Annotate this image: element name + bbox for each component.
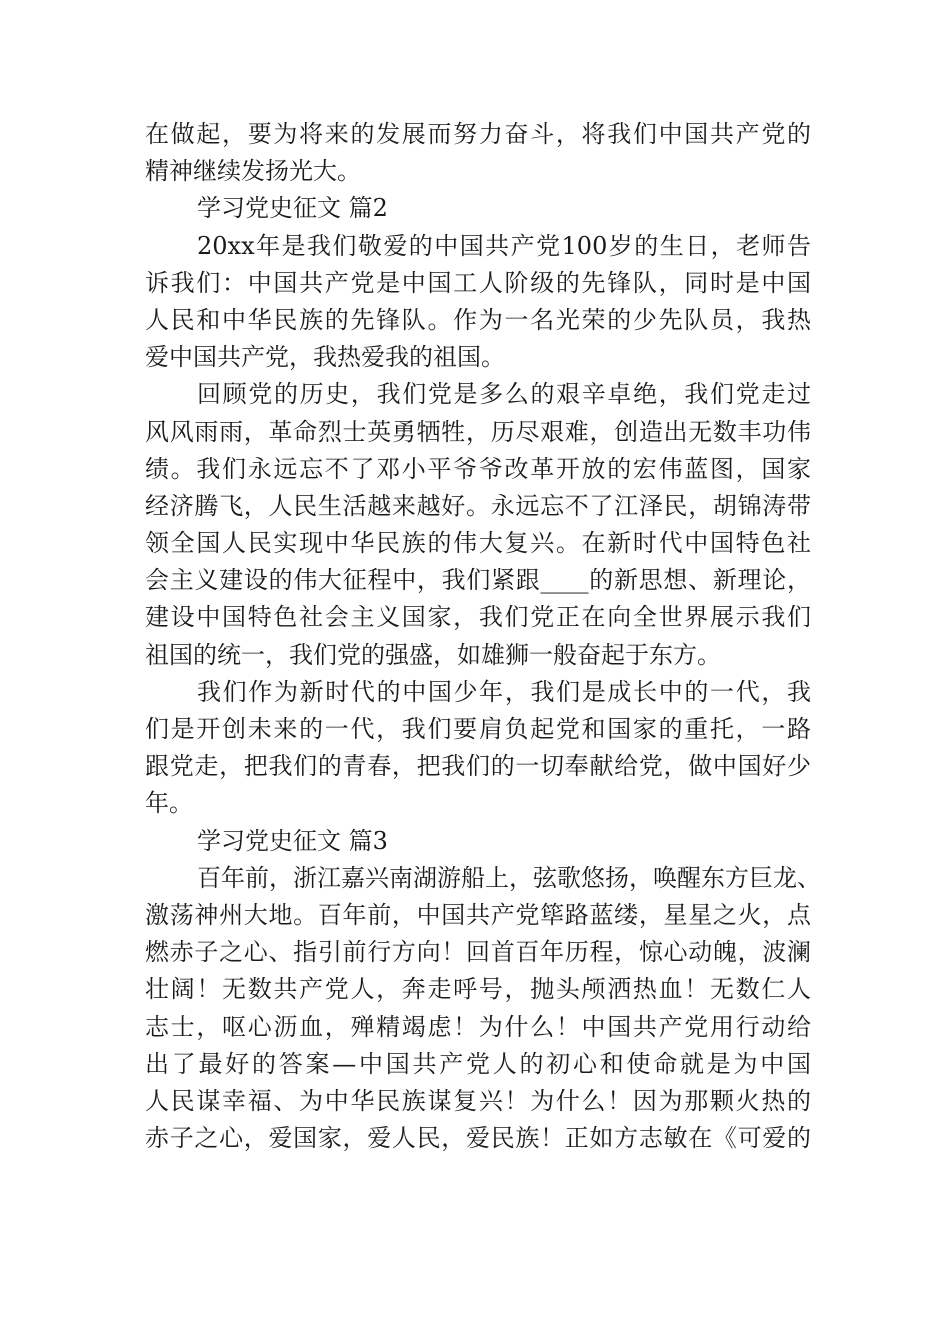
paragraph-line: 激荡神州大地。百年前，中国共产党筚路蓝缕，星星之火，点: [145, 900, 811, 929]
paragraph-line: 建设中国特色社会主义国家，我们党正在向全世界展示我们: [145, 603, 811, 632]
paragraph-line: 我们作为新时代的中国少年，我们是成长中的一代，我: [197, 677, 811, 706]
paragraph-line: 人民和中华民族的先锋队。作为一名光荣的少先队员，我热: [145, 305, 811, 334]
paragraph-line: 跟党走，把我们的青春，把我们的一切奉献给党，做中国好少: [145, 752, 811, 781]
paragraph-line: 百年前，浙江嘉兴南湖游船上，弦歌悠扬，唤醒东方巨龙、: [197, 863, 821, 892]
paragraph-line: 精神继续发扬光大。: [145, 157, 361, 186]
paragraph-line: 领全国人民实现中华民族的伟大复兴。在新时代中国特色社: [145, 529, 811, 558]
paragraph-line: 人民谋幸福、为中华民族谋复兴！为什么！因为那颗火热的: [145, 1086, 811, 1115]
paragraph-line: 赤子之心，爱国家，爱人民，爱民族！正如方志敏在《可爱的: [145, 1124, 811, 1153]
paragraph-line: 诉我们：中国共产党是中国工人阶级的先锋队，同时是中国: [145, 268, 811, 297]
paragraph-line: 在做起，要为将来的发展而努力奋斗，将我们中国共产党的: [145, 120, 811, 148]
paragraph-line: 会主义建设的伟大征程中，我们紧跟____的新思想、新理论，: [145, 566, 811, 595]
paragraph-line: 绩。我们永远忘不了邓小平爷爷改革开放的宏伟蓝图，国家: [145, 454, 811, 483]
paragraph-line: 20xx年是我们敬爱的中国共产党100岁的生日，老师告: [197, 231, 811, 260]
paragraph-line: 风风雨雨，革命烈士英勇牺牲，历尽艰难，创造出无数丰功伟: [145, 417, 811, 446]
section-heading: 学习党史征文 篇3: [197, 826, 388, 855]
paragraph-line: 经济腾飞，人民生活越来越好。永远忘不了江泽民，胡锦涛带: [145, 491, 811, 520]
paragraph-line: 燃赤子之心、指引前行方向！回首百年历程，惊心动魄，波澜: [145, 938, 811, 967]
paragraph-line: 年。: [145, 789, 193, 818]
paragraph-line: 壮阔！无数共产党人，奔走呼号，抛头颅洒热血！无数仁人: [145, 975, 811, 1004]
document-body: [145, 116, 821, 1157]
paragraph-line: 们是开创未来的一代，我们要肩负起党和国家的重托，一路: [145, 715, 811, 743]
section-heading: 学习党史征文 篇2: [197, 194, 388, 223]
paragraph-line: 志士，呕心沥血，殚精竭虑！为什么！中国共产党用行动给: [145, 1012, 811, 1041]
paragraph-line: 出了最好的答案—中国共产党人的初心和使命就是为中国: [145, 1049, 811, 1078]
paragraph-line: 回顾党的历史，我们党是多么的艰辛卓绝，我们党走过: [197, 380, 811, 409]
paragraph-line: 爱中国共产党，我热爱我的祖国。: [145, 343, 505, 372]
paragraph-line: 祖国的统一，我们党的强盛，如雄狮一般奋起于东方。: [145, 640, 721, 669]
